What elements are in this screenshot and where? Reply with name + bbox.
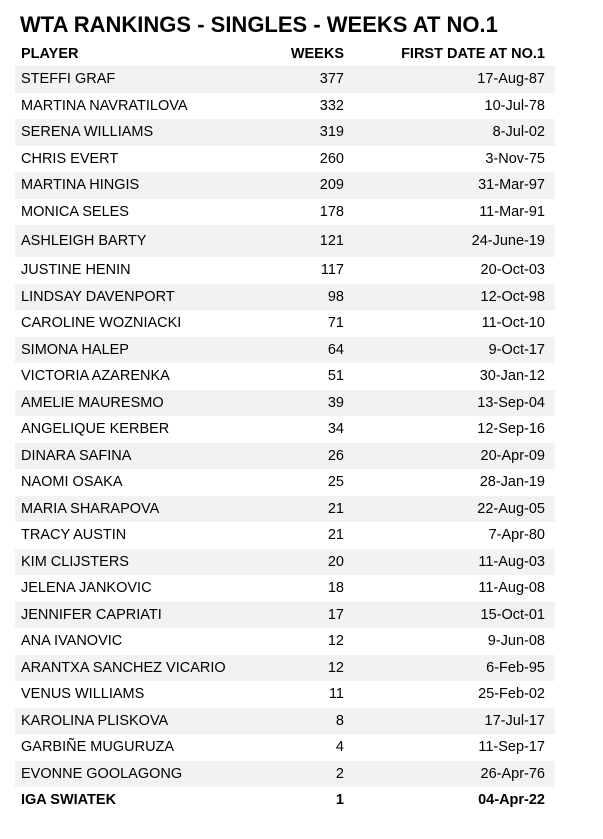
player-name: MARTINA HINGIS — [21, 177, 140, 193]
player-name: SERENA WILLIAMS — [21, 124, 154, 140]
player-name: ASHLEIGH BARTY — [21, 233, 147, 249]
table-row — [15, 681, 555, 708]
weeks-at-no1: 8 — [335, 712, 344, 729]
first-date-at-no1: 7-Apr-80 — [488, 527, 545, 543]
first-date-at-no1: 25-Feb-02 — [478, 686, 545, 702]
weeks-at-no1: 11 — [328, 686, 344, 702]
first-date-at-no1: 17-Jul-17 — [484, 712, 545, 729]
player-name: ANGELIQUE KERBER — [21, 421, 170, 437]
weeks-at-no1: 25 — [327, 474, 344, 490]
table-row — [15, 496, 555, 523]
table-row — [15, 655, 555, 682]
table-row — [15, 628, 555, 655]
weeks-at-no1: 21 — [327, 527, 344, 543]
player-name: ANA IVANOVIC — [21, 633, 123, 649]
player-name: SIMONA HALEP — [21, 341, 129, 358]
table-row — [15, 257, 555, 284]
player-name: LINDSAY DAVENPORT — [21, 288, 175, 305]
table-row — [15, 549, 555, 576]
weeks-at-no1: 178 — [319, 203, 344, 220]
first-date-at-no1: 04-Apr-22 — [478, 792, 545, 808]
first-date-at-no1: 9-Jun-08 — [487, 633, 545, 649]
first-date-at-no1: 24-June-19 — [471, 233, 545, 249]
table-row — [15, 172, 555, 199]
first-date-at-no1: 12-Oct-98 — [480, 288, 545, 305]
first-date-at-no1: 8-Jul-02 — [492, 124, 545, 140]
first-date-at-no1: 13-Sep-04 — [477, 394, 545, 411]
weeks-at-no1: 20 — [327, 553, 344, 570]
table-row — [15, 93, 555, 120]
table-row — [15, 469, 555, 496]
first-date-at-no1: 6-Feb-95 — [486, 659, 545, 676]
player-name: AMELIE MAURESMO — [21, 394, 164, 411]
player-name: IGA SWIATEK — [21, 792, 117, 808]
table-row — [15, 522, 555, 549]
player-name: JENNIFER CAPRIATI — [21, 606, 162, 623]
weeks-at-no1: 377 — [319, 71, 344, 87]
weeks-at-no1: 98 — [327, 288, 344, 305]
weeks-at-no1: 209 — [319, 177, 344, 193]
page-title: WTA RANKINGS - SINGLES - WEEKS AT NO.1 — [20, 12, 498, 37]
weeks-at-no1: 51 — [327, 368, 344, 384]
player-name: MARIA SHARAPOVA — [21, 500, 160, 517]
first-date-at-no1: 3-Nov-75 — [485, 150, 545, 167]
weeks-at-no1: 26 — [327, 447, 344, 464]
rankings-table — [15, 66, 555, 814]
weeks-at-no1: 71 — [327, 315, 344, 331]
player-name: CHRIS EVERT — [21, 150, 119, 167]
table-row — [15, 443, 555, 470]
player-name: DINARA SAFINA — [21, 447, 132, 464]
first-date-at-no1: 11-Sep-17 — [478, 739, 545, 755]
first-date-at-no1: 10-Jul-78 — [484, 97, 545, 114]
table-row — [15, 119, 555, 146]
first-date-at-no1: 28-Jan-19 — [479, 474, 545, 490]
weeks-at-no1: 39 — [327, 394, 344, 411]
table-row — [15, 66, 555, 93]
column-header-weeks: WEEKS — [290, 46, 344, 62]
table-row — [15, 761, 555, 788]
player-name: ARANTXA SANCHEZ VICARIO — [21, 659, 226, 676]
table-row — [15, 390, 555, 417]
table-row — [15, 708, 555, 735]
weeks-at-no1: 1 — [335, 792, 344, 808]
weeks-at-no1: 260 — [319, 150, 344, 167]
weeks-at-no1: 12 — [327, 633, 344, 649]
player-name: GARBIÑE MUGURUZA — [21, 739, 175, 755]
weeks-at-no1: 117 — [320, 262, 344, 278]
player-name: KAROLINA PLISKOVA — [21, 712, 169, 729]
player-name: NAOMI OSAKA — [21, 474, 123, 490]
first-date-at-no1: 20-Apr-09 — [480, 447, 545, 464]
player-name: JUSTINE HENIN — [21, 262, 131, 278]
table-row — [15, 734, 555, 761]
first-date-at-no1: 11-Oct-10 — [481, 315, 545, 331]
weeks-at-no1: 12 — [327, 659, 344, 676]
table-row — [15, 337, 555, 364]
table-row — [15, 310, 555, 337]
first-date-at-no1: 11-Mar-91 — [479, 203, 545, 220]
player-name: VICTORIA AZARENKA — [21, 368, 170, 384]
column-header-player: PLAYER — [21, 46, 79, 62]
player-name: TRACY AUSTIN — [21, 527, 127, 543]
column-header-first-date: FIRST DATE AT NO.1 — [401, 46, 545, 62]
table-row — [15, 575, 555, 602]
first-date-at-no1: 11-Aug-08 — [478, 580, 545, 596]
weeks-at-no1: 18 — [327, 580, 344, 596]
first-date-at-no1: 17-Aug-87 — [477, 71, 545, 87]
weeks-at-no1: 121 — [319, 233, 344, 249]
table-row — [15, 225, 555, 257]
player-name: EVONNE GOOLAGONG — [21, 765, 183, 782]
table-row — [15, 363, 555, 390]
table-row — [15, 602, 555, 629]
player-name: STEFFI GRAF — [21, 71, 116, 87]
weeks-at-no1: 2 — [335, 765, 344, 782]
table-row — [15, 199, 555, 226]
player-name: VENUS WILLIAMS — [21, 686, 145, 702]
first-date-at-no1: 12-Sep-16 — [477, 421, 545, 437]
first-date-at-no1: 20-Oct-03 — [480, 262, 545, 278]
first-date-at-no1: 15-Oct-01 — [480, 606, 545, 623]
weeks-at-no1: 21 — [327, 500, 344, 517]
first-date-at-no1: 31-Mar-97 — [478, 177, 545, 193]
first-date-at-no1: 26-Apr-76 — [480, 765, 545, 782]
first-date-at-no1: 9-Oct-17 — [488, 341, 545, 358]
table-row — [15, 284, 555, 311]
player-name: CAROLINE WOZNIACKI — [21, 315, 182, 331]
player-name: MARTINA NAVRATILOVA — [21, 97, 188, 114]
weeks-at-no1: 34 — [327, 421, 344, 437]
table-row — [15, 416, 555, 443]
first-date-at-no1: 22-Aug-05 — [477, 500, 545, 517]
weeks-at-no1: 17 — [327, 606, 344, 623]
first-date-at-no1: 11-Aug-03 — [478, 553, 545, 570]
table-row — [15, 787, 555, 814]
table-header — [15, 43, 555, 65]
player-name: JELENA JANKOVIC — [21, 580, 152, 596]
weeks-at-no1: 319 — [319, 124, 344, 140]
weeks-at-no1: 332 — [319, 97, 344, 114]
weeks-at-no1: 64 — [327, 341, 344, 358]
player-name: KIM CLIJSTERS — [21, 553, 129, 570]
weeks-at-no1: 4 — [335, 739, 344, 755]
player-name: MONICA SELES — [21, 203, 129, 220]
table-row — [15, 146, 555, 173]
first-date-at-no1: 30-Jan-12 — [479, 368, 545, 384]
